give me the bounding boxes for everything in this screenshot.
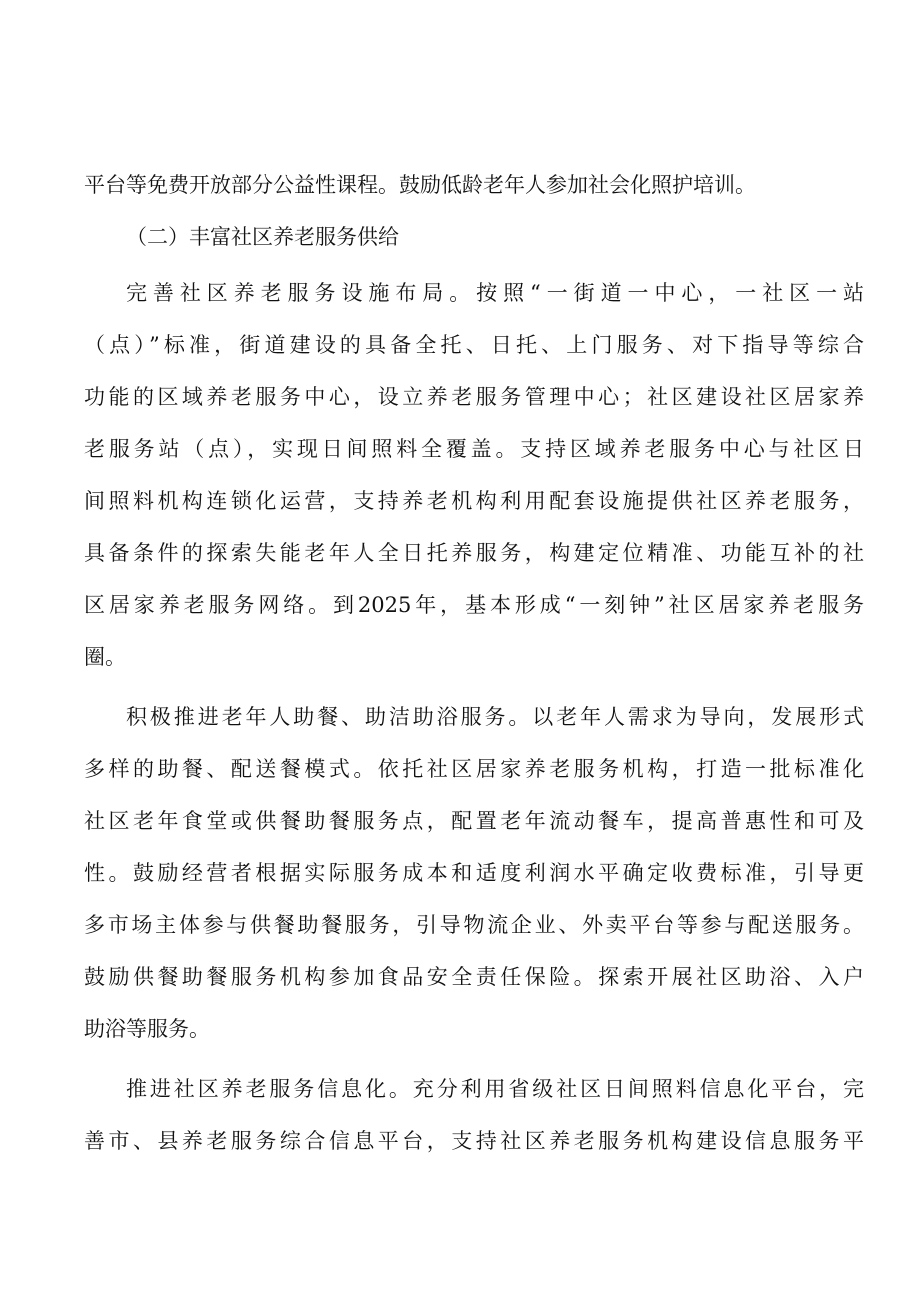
text-line: 善市、县养老服务综合信息平台，支持社区养老服务机构建设信息服务平 <box>84 1129 864 1153</box>
text-line: 社区老年食堂或供餐助餐服务点，配置老年流动餐车，提高普惠性和可及 <box>84 809 864 833</box>
text-line: 功能的区域养老服务中心，设立养老服务管理中心；社区建设社区居家养 <box>84 385 864 409</box>
section-heading-text: （二）丰富社区养老服务供给 <box>126 225 399 249</box>
document-body <box>84 159 864 1167</box>
text-line: 圈。 <box>84 645 126 669</box>
text-line: 性。鼓励经营者根据实际服务成本和适度利润水平确定收费标准，引导更 <box>84 861 864 885</box>
paragraph-facility-layout <box>84 267 864 683</box>
text-line: 积极推进老年人助餐、助洁助浴服务。以老年人需求为导向，发展形式 <box>126 705 864 729</box>
text-line: 区居家养老服务网络。到2025年，基本形成“一刻钟”社区居家养老服务 <box>84 593 864 617</box>
text-line: （点）”标准，街道建设的具备全托、日托、上门服务、对下指导等综合 <box>84 333 864 357</box>
paragraph-informatization <box>84 1063 864 1167</box>
text-line: 多市场主体参与供餐助餐服务，引导物流企业、外卖平台等参与配送服务。 <box>84 913 864 937</box>
text-line: 间照料机构连锁化运营，支持养老机构利用配套设施提供社区养老服务， <box>84 489 864 513</box>
text-line: 具备条件的探索失能老年人全日托养服务，构建定位精准、功能互补的社 <box>84 541 864 565</box>
paragraph-fragment <box>84 159 864 211</box>
section-heading <box>84 211 864 263</box>
text-line: 鼓励供餐助餐服务机构参加食品安全责任保险。探索开展社区助浴、入户 <box>84 965 864 989</box>
text-line: 完善社区养老服务设施布局。按照“一街道一中心，一社区一站 <box>126 281 864 305</box>
text-line: 老服务站（点），实现日间照料全覆盖。支持区域养老服务中心与社区日 <box>84 437 864 461</box>
text-line: 多样的助餐、配送餐模式。依托社区居家养老服务机构，打造一批标准化 <box>84 757 864 781</box>
text-line: 推进社区养老服务信息化。充分利用省级社区日间照料信息化平台，完 <box>126 1077 864 1101</box>
text-line: 助浴等服务。 <box>84 1017 210 1041</box>
paragraph-meal-services <box>84 691 864 1055</box>
text-line: 平台等免费开放部分公益性课程。鼓励低龄老年人参加社会化照护培训。 <box>84 173 756 197</box>
